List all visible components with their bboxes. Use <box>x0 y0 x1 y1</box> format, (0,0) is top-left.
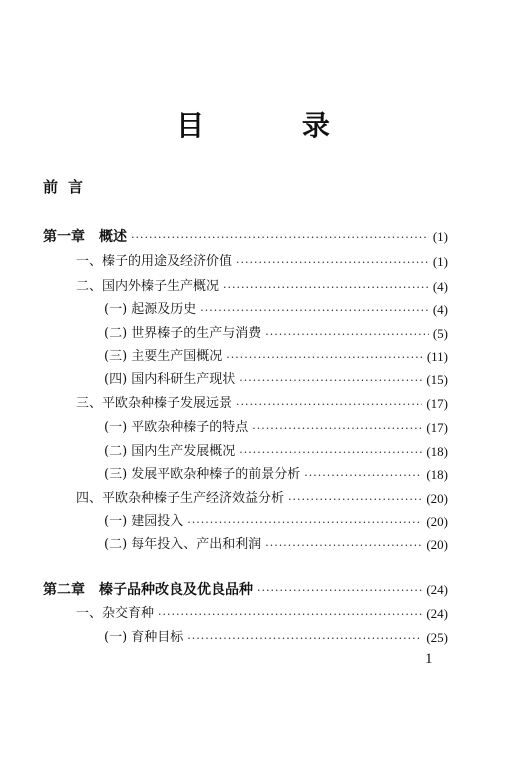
dot-leader <box>239 374 422 388</box>
toc-entry <box>104 510 448 530</box>
toc-entry-text: 概述 <box>99 229 127 245</box>
toc-entry <box>104 626 448 646</box>
dot-leader <box>226 351 423 365</box>
toc-entry <box>104 322 448 342</box>
toc-entry-text: 四、平欧杂种榛子生产经济效益分析 <box>76 491 285 506</box>
toc-entry-text: (二) 国内生产发展概况 <box>104 444 236 459</box>
toc-entry-label <box>104 302 196 318</box>
toc-entry-label <box>104 444 235 460</box>
toc-page-ref: (4) <box>432 302 448 317</box>
toc-entry-text: 一、杂交育种 <box>76 606 155 621</box>
toc-page-ref: (20) <box>426 537 448 552</box>
dot-leader <box>288 493 422 507</box>
dot-leader <box>257 584 422 598</box>
toc-entry-text: (一) 起源及历史 <box>104 302 197 317</box>
toc-entry-text: (四) 国内科研生产现状 <box>104 372 236 387</box>
toc-entry-label <box>76 491 284 507</box>
dot-leader <box>187 632 422 646</box>
toc-entry-label <box>76 606 154 622</box>
toc-entry-text: (一) 建园投入 <box>104 514 184 529</box>
dot-leader <box>304 469 422 483</box>
toc-page-ref: (24) <box>426 606 448 621</box>
dot-leader <box>200 304 429 318</box>
toc-entry <box>76 487 448 507</box>
toc-entry-label <box>104 467 300 483</box>
chapter-number: 第一章 <box>43 229 85 245</box>
toc-page-ref: (20) <box>426 514 448 529</box>
toc-entry <box>104 440 448 460</box>
toc-entry-text: (二) 世界榛子的生产与消费 <box>104 326 262 341</box>
preface-heading: 前言 <box>43 178 94 196</box>
toc-entry <box>76 250 448 270</box>
toc-entry-text: 一、榛子的用途及经济价值 <box>76 254 233 269</box>
toc-entry-label <box>104 372 235 388</box>
toc-page-ref: (4) <box>432 279 448 294</box>
dot-leader <box>265 328 429 342</box>
toc-page-ref: (20) <box>426 491 448 506</box>
dot-leader <box>131 231 429 245</box>
toc-entry-text: 榛子品种改良及优良品种 <box>99 582 253 598</box>
toc-entry <box>76 602 448 622</box>
toc-entry-label <box>104 514 183 530</box>
toc-entry-text: (二) 每年投入、产出和利润 <box>104 537 262 552</box>
toc-entry-text: (一) 育种目标 <box>104 630 184 645</box>
toc-page-ref: (11) <box>426 349 448 364</box>
toc-entry <box>104 345 448 365</box>
toc-entry-text: (一) 平欧杂种榛子的特点 <box>104 420 249 435</box>
toc-entry-label <box>43 582 253 598</box>
toc-entry <box>104 533 448 553</box>
toc-entry <box>104 463 448 483</box>
toc-entry-label <box>76 279 219 295</box>
toc-entry-label <box>104 349 222 365</box>
dot-leader <box>187 516 422 530</box>
dot-leader <box>239 446 422 460</box>
toc-entry <box>104 416 448 436</box>
toc-entry-text: (三) 发展平欧杂种榛子的前景分析 <box>104 467 301 482</box>
dot-leader <box>265 539 422 553</box>
toc-entry-label <box>104 537 261 553</box>
toc-entry-label <box>76 254 232 270</box>
dot-leader <box>252 422 422 436</box>
toc-entry-text: (三) 主要生产国概况 <box>104 349 223 364</box>
toc-page-ref: (1) <box>432 254 448 269</box>
toc-entry-label <box>104 420 248 436</box>
page-number: 1 <box>425 651 433 667</box>
toc-entry-text: 二、国内外榛子生产概况 <box>76 279 220 294</box>
toc-entry-text: 三、平欧杂种榛子发展远景 <box>76 396 233 411</box>
toc-entry-label <box>104 630 183 646</box>
toc-chapter-entry <box>43 578 448 598</box>
toc-page-ref: (25) <box>426 630 448 645</box>
toc-entry <box>104 298 448 318</box>
toc-entry <box>76 392 448 412</box>
toc-page-ref: (18) <box>426 444 448 459</box>
chapter-number: 第二章 <box>43 582 85 598</box>
toc-entry <box>104 368 448 388</box>
dot-leader <box>236 398 422 412</box>
page-title: 目 录 <box>176 109 374 142</box>
dot-leader <box>158 608 422 622</box>
toc-page-ref: (18) <box>426 467 448 482</box>
toc-entry-label <box>76 396 232 412</box>
toc-page-ref: (1) <box>432 229 448 244</box>
toc-entry-label <box>43 229 127 245</box>
toc-page-ref: (15) <box>426 372 448 387</box>
toc-entry <box>76 275 448 295</box>
toc-page-ref: (24) <box>426 582 448 597</box>
toc-page-ref: (17) <box>426 396 448 411</box>
toc-entry-label <box>104 326 261 342</box>
dot-leader <box>236 256 429 270</box>
toc-page-ref: (5) <box>432 326 448 341</box>
toc-chapter-entry <box>43 225 448 245</box>
dot-leader <box>223 281 429 295</box>
toc-page-ref: (17) <box>426 420 448 435</box>
